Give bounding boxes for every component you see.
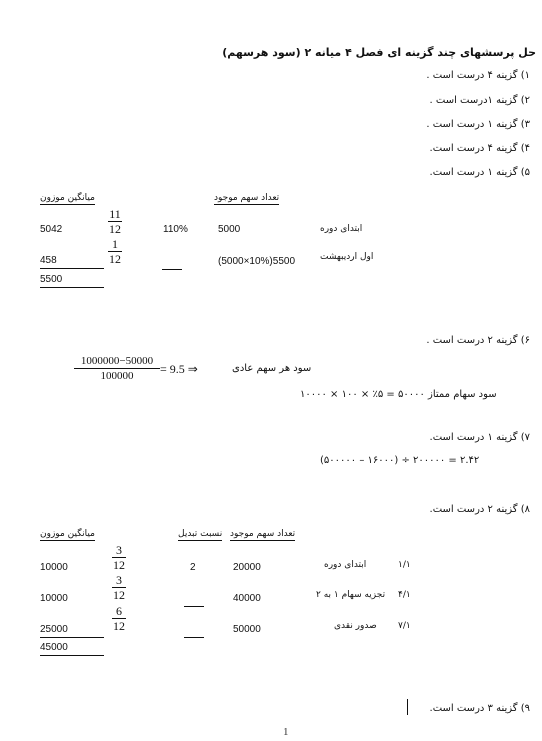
calc7-line: ۲.۴۲ = ۲۰۰۰۰۰ ÷ (۱۶۰۰۰ – ۵۰۰۰۰۰)	[320, 455, 480, 466]
answer-7	[430, 432, 530, 443]
table2-header-ratio: نسبت تبدیل	[178, 529, 223, 539]
text-cursor[interactable]	[407, 699, 408, 715]
fraction-numerator: 1000000−50000	[74, 354, 160, 369]
answer-text: گزینه ۴ درست است .	[426, 70, 518, 81]
table2-row-ratio-blank	[184, 623, 204, 642]
eps-result: = 9.5 ⇒	[160, 362, 198, 376]
fraction-denominator: 100000	[100, 370, 134, 382]
table2-row-fraction	[112, 604, 126, 633]
table2-row-fraction	[112, 543, 126, 572]
table1-total: 5500	[40, 274, 63, 285]
table2-row-shares: 40000	[233, 593, 261, 604]
fraction-numerator: 6	[112, 604, 126, 619]
table2-row-ratio: 2	[190, 562, 196, 573]
answer-number: ۶)	[520, 335, 530, 346]
table1-row-fraction	[108, 207, 122, 236]
table1-row-weighted: 458	[40, 255, 57, 266]
answer-number: ۳)	[520, 119, 530, 130]
table2-row-label: تجزیه سهام ۱ به ۲	[316, 590, 386, 600]
table1-row-shares: 5000	[218, 224, 241, 235]
preferred-dividend-line: سود سهام ممتاز ۵۰۰۰۰ = ۵٪ × ۱۰۰ × ۱۰۰۰۰	[300, 389, 497, 400]
answer-text: گزینه ۱ درست است .	[426, 119, 518, 130]
table2-header-weighted: میانگین موزون	[40, 529, 95, 539]
answer-number: ۹)	[520, 703, 530, 714]
fraction-numerator: 3	[112, 543, 126, 558]
table2-row-label: صدور نقدی	[334, 621, 377, 631]
table2-total: 45000	[40, 642, 68, 653]
table1-row-label: ابتدای دوره	[320, 224, 363, 234]
answer-text: گزینه ۱ درست است.	[429, 167, 518, 178]
table2-row-date: ۴/۱	[398, 590, 411, 600]
table1-header-weighted: میانگین موزون	[40, 193, 95, 203]
table2-divider	[40, 637, 104, 638]
table2-row-weighted: 10000	[40, 562, 68, 573]
table2-row-shares: 20000	[233, 562, 261, 573]
table1-row-fraction	[108, 237, 122, 266]
answer-5	[430, 167, 530, 178]
answer-2	[430, 95, 530, 106]
eps-fraction	[74, 354, 160, 383]
eps-label: سود هر سهم عادی	[232, 363, 312, 374]
answer-number: ۵)	[520, 167, 530, 178]
fraction-numerator: 3	[112, 573, 126, 588]
fraction-denominator: 12	[113, 619, 125, 633]
answer-number: ۸)	[520, 504, 530, 515]
table1-row-ratio-blank	[162, 255, 182, 274]
fraction-numerator: 1	[108, 237, 122, 252]
answer-9	[430, 703, 530, 714]
answer-3	[426, 119, 530, 130]
answer-text: گزینه ۲ درست است .	[426, 335, 518, 346]
table1-divider	[40, 268, 104, 269]
table2-row-ratio-blank	[184, 592, 204, 611]
fraction-denominator: 12	[113, 558, 125, 572]
answer-text: گزینه ۲ درست است.	[429, 504, 518, 515]
table1-row-weighted: 5042	[40, 224, 63, 235]
page-number: 1	[283, 726, 289, 738]
fraction-numerator: 11	[109, 207, 121, 221]
table2-row-weighted: 10000	[40, 593, 68, 604]
answer-4	[430, 143, 530, 154]
table1-total-underline	[40, 287, 104, 288]
page-title: حل پرسشهای چند گزینه ای فصل ۴ میانه ۲ (سود هرسهم)	[222, 46, 536, 59]
answer-number: ۷)	[520, 432, 530, 443]
table2-header-shares: تعداد سهم موجود	[230, 529, 296, 539]
table2-row-weighted: 25000	[40, 624, 68, 635]
answer-6	[426, 335, 530, 346]
table2-total-underline	[40, 655, 104, 656]
answer-1	[426, 70, 530, 81]
answer-text: گزینه ۴ درست است.	[429, 143, 518, 154]
table1-row-label: اول اردیبهشت	[320, 252, 374, 262]
table2-row-date: ۷/۱	[398, 621, 411, 631]
answer-number: ۱)	[520, 70, 530, 81]
table2-row-label: ابتدای دوره	[324, 560, 367, 570]
answer-text: گزینه ۱ درست است.	[429, 432, 518, 443]
table1-row-shares: (5000×10%)5500	[218, 256, 296, 267]
table2-row-date: ۱/۱	[398, 560, 411, 570]
answer-number: ۲)	[520, 95, 530, 106]
fraction-denominator: 12	[109, 252, 121, 266]
table1-row-ratio: 110%	[163, 224, 188, 235]
fraction-denominator: 12	[113, 588, 125, 602]
answer-text: گزینه ۱درست است .	[429, 95, 518, 106]
answer-number: ۴)	[520, 143, 530, 154]
table2-row-shares: 50000	[233, 624, 261, 635]
table1-header-shares: تعداد سهم موجود	[214, 193, 280, 203]
fraction-denominator: 12	[109, 222, 121, 236]
table2-row-fraction	[112, 573, 126, 602]
answer-8	[430, 504, 530, 515]
answer-text: گزینه ۳ درست است.	[429, 703, 518, 714]
